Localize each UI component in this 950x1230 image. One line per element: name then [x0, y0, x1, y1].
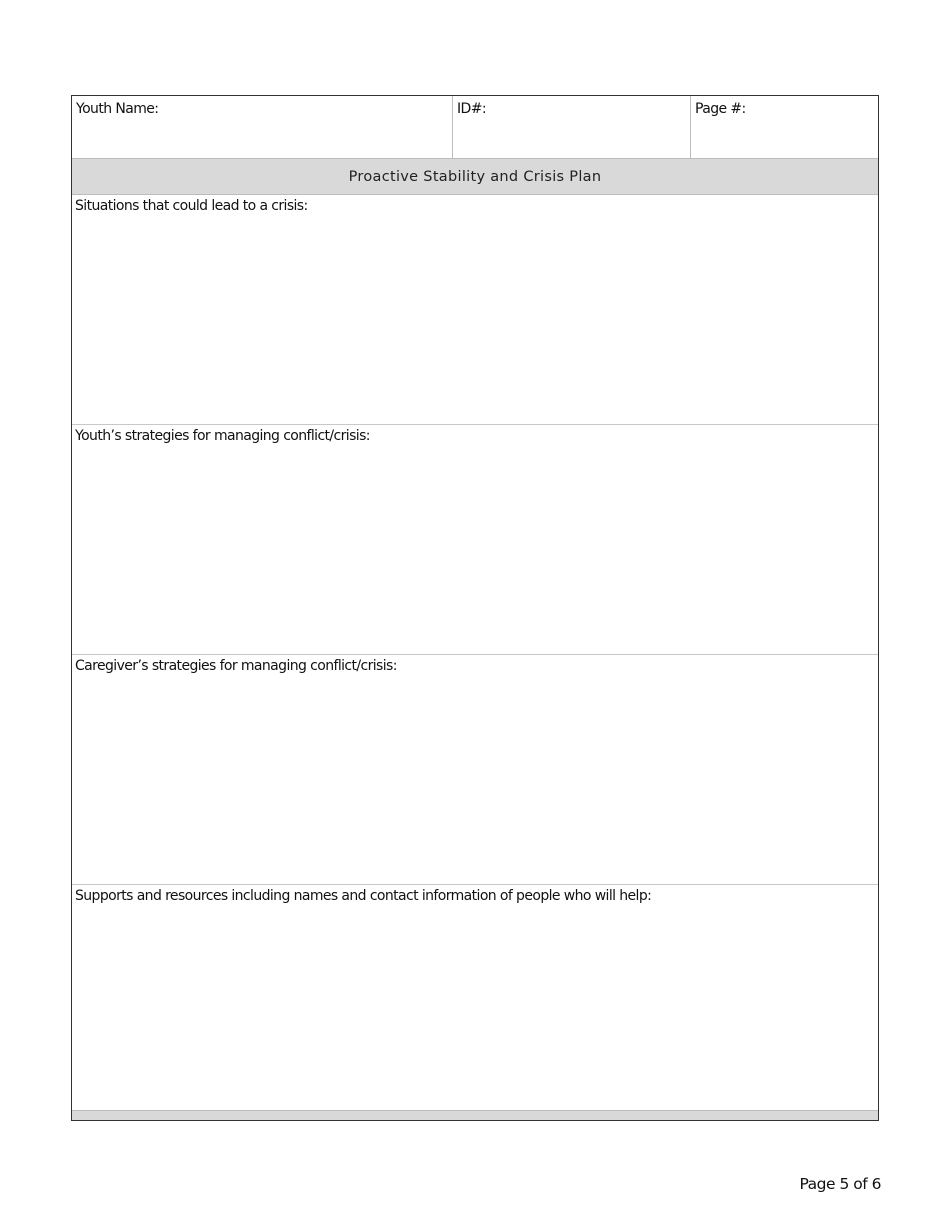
form-bottom-bar: [72, 1110, 878, 1120]
page-number-field[interactable]: [691, 96, 878, 158]
page-indicator: Page 5 of 6: [799, 1175, 881, 1193]
id-field[interactable]: [453, 96, 691, 158]
youth-name-field[interactable]: [72, 96, 453, 158]
youth-name-label: Youth Name:: [76, 101, 159, 117]
youth-strategies-label: Youth’s strategies for managing conflict/crisis:: [75, 428, 370, 444]
page-number-label: Page #:: [695, 101, 746, 117]
supports-resources-label: Supports and resources including names and contact information of people who will help:: [75, 888, 652, 904]
supports-resources-field[interactable]: [72, 885, 878, 1110]
form-title: Proactive Stability and Crisis Plan: [348, 168, 602, 185]
caregiver-strategies-field[interactable]: [72, 655, 878, 885]
crisis-situations-label: Situations that could lead to a crisis:: [75, 198, 308, 214]
form-title-bar: [72, 159, 878, 195]
caregiver-strategies-label: Caregiver’s strategies for managing conflict/crisis:: [75, 658, 397, 674]
crisis-plan-form: [71, 95, 879, 1121]
id-label: ID#:: [457, 101, 486, 117]
crisis-situations-field[interactable]: [72, 195, 878, 425]
form-header-row: [72, 96, 878, 159]
youth-strategies-field[interactable]: [72, 425, 878, 655]
